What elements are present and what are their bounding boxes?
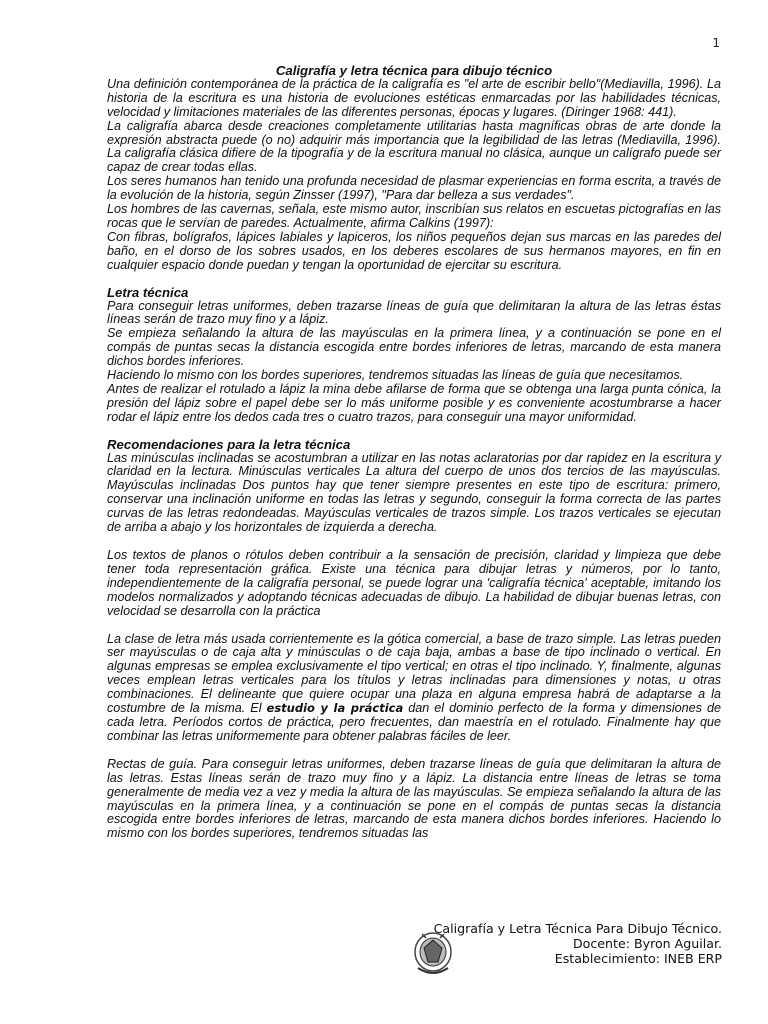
intro-paragraph-4: Los hombres de las cavernas, señala, este mismo autor, inscribían sus relatos en escuetas pictografías en las rocas que le servían de paredes. Actualmente, afirma Calkins (1997):: [107, 202, 721, 230]
recomendaciones-paragraph-3: [107, 633, 721, 744]
letra-paragraph-1: Para conseguir letras uniformes, deben trazarse líneas de guía que delimitaran la altura de las letras éstas líneas serán de trazo muy fino y a lápiz.: [107, 298, 721, 327]
document-body: [107, 64, 721, 841]
footer-course-title: Caligrafía y Letra Técnica Para Dibujo Técnico.: [433, 921, 722, 936]
intro-paragraph-1: Una definición contemporánea de la práctica de la caligrafía es "el arte de escribir bello"(Mediavilla, 1996). La historia de la escritura es una historia de evoluciones estéticas enmarcadas por las habilidades técnicas, velocidad y limitaciones materiales de las diferentes personas, épocas y lugares. (Diringer 1968: 441).: [107, 76, 721, 119]
letra-paragraph-3: Haciendo lo mismo con los bordes superiores, tendremos situadas las líneas de guía que necesitamos.: [107, 368, 684, 383]
section-heading-recomendaciones: Recomendaciones para la letra técnica: [107, 436, 351, 452]
letra-paragraph-4: Antes de realizar el rotulado a lápiz la mina debe afilarse de forma que se obtenga una larga punta cónica, la presión del lápiz sobre el papel debe ser lo más uniforme posible y es conveniente acostumbrarse a hacer rodar el lápiz entre los dedos cada tres o cuatro trazos, para conseguir una mayor uniformidad.: [107, 381, 721, 424]
footer-school: Establecimiento: INEB ERP: [554, 951, 722, 966]
page-number: 1: [712, 36, 720, 50]
emphasis-estudio-practica: estudio y la práctica: [266, 701, 404, 716]
section-heading-letra-tecnica: Letra técnica: [107, 284, 189, 300]
paragraph-3-text-end: dan el dominio perfecto de la forma y dimensiones de cada letra. Períodos cortos de práctica, pero frecuentes, dan maestría en el rotulado. Finalmente hay que combinar las letras uniformemente para obtener palabras fáciles de leer.: [107, 701, 721, 743]
footer-teacher: Docente: Byron Aguilar.: [572, 936, 722, 951]
recomendaciones-paragraph-1: Las minúsculas inclinadas se acostumbran a utilizar en las notas aclaratorias por dar rapidez en la escritura y claridad en la lectura. Minúsculas verticales La altura del cuerpo de unos dos tercios de las mayúsculas. Mayúsculas inclinadas Dos puntos hay que tener siempre presentes en este tipo de escritura: primero, conservar una inclinación uniforme en todas las letras y segundo, conseguir la forma correcta de las partes curvas de las letras redondeadas. Mayúsculas verticales de trazos simple. Los trazos verticales se ejecutan de arriba a abajo y los horizontales de izquierda a derecha.: [107, 450, 721, 535]
paragraph-3-text-start: La clase de letra más usada corrientemente es la gótica comercial, a base de trazo simple. Las letras pueden ser mayúsculas o de caja alta y minúsculas o de caja baja, ambas a base de tipo inclinado o vertical. En algunas empresas se emplea exclusivamente el tipo vertical; en otras el tipo inclinado. Y, finalmente, algunas veces emplean letras verticales para los títulos y letras inclinadas para dimensiones y notas, u otras combinaciones. El delineante que quiere ocupar una plaza en alguna empresa habrá de adaptarse a la costumbre de la misma. El: [107, 631, 721, 716]
letra-paragraph-2: Se empieza señalando la altura de las mayúsculas en la primera línea, y a continuación se pone en el compás de puntas secas la distancia escogida entre bordes inferiores de letras, marcando de esta manera dichos bordes inferiores.: [107, 326, 721, 369]
document-footer: [434, 921, 722, 966]
intro-paragraph-3: Los seres humanos han tenido una profunda necesidad de plasmar experiencias en forma escrita, a través de la evolución de la historia, según Zinsser (1997), "Para dar belleza a sus verdades".: [107, 174, 721, 203]
intro-paragraph-2: La caligrafía abarca desde creaciones completamente utilitarias hasta magníficas obras de arte donde la expresión abstracta puede (o no) adquirir más importancia que la legibilidad de las letras (Mediavilla, 1996). La caligrafía clásica difiere de la tipografía y de la escritura manual no clásica, aunque un calígrafo puede ser capaz de crear todas ellas.: [107, 118, 721, 175]
recomendaciones-paragraph-2: Los textos de planos o rótulos deben contribuir a la sensación de precisión, claridad y limpieza que debe tener toda representación gráfica. Existe una técnica para dibujar letras y números, por lo tanto, independientemente de la caligrafía personal, se puede lograr una 'caligrafía técnica' aceptable, imitando los modelos normalizados y adoptando técnicas adecuadas de dibujo. La habilidad de dibujar buenas letras, con velocidad se desarrolla con la práctica: [107, 548, 721, 618]
recomendaciones-paragraph-4: Rectas de guía. Para conseguir letras uniformes, deben trazarse líneas de guía que delimitaran la altura de las letras. Estas líneas serán de trazo muy fino y a lápiz. La distancia entre líneas de letras se toma generalmente de media vez a vez y media la altura de las mayúsculas. Se empieza señalando la altura de las mayúsculas en la primera línea, y a continuación se pone en el compás de puntas secas la distancia escogida entre bordes inferiores de letras, marcando de esta manera dichos bordes inferiores. Haciendo lo mismo con los bordes superiores, tendremos situadas las: [107, 756, 721, 841]
document-title: Caligrafía y letra técnica para dibujo técnico: [275, 63, 553, 78]
intro-paragraph-5: Con fibras, bolígrafos, lápices labiales y lapiceros, los niños pequeños dejan sus marcas en las paredes del baño, en el dorso de los sobres usados, en los deberes escolares de sus hermanos mayores, en fin en cualquier espacio donde puedan y tengan la oportunidad de ejercitar su escritura.: [107, 229, 721, 272]
